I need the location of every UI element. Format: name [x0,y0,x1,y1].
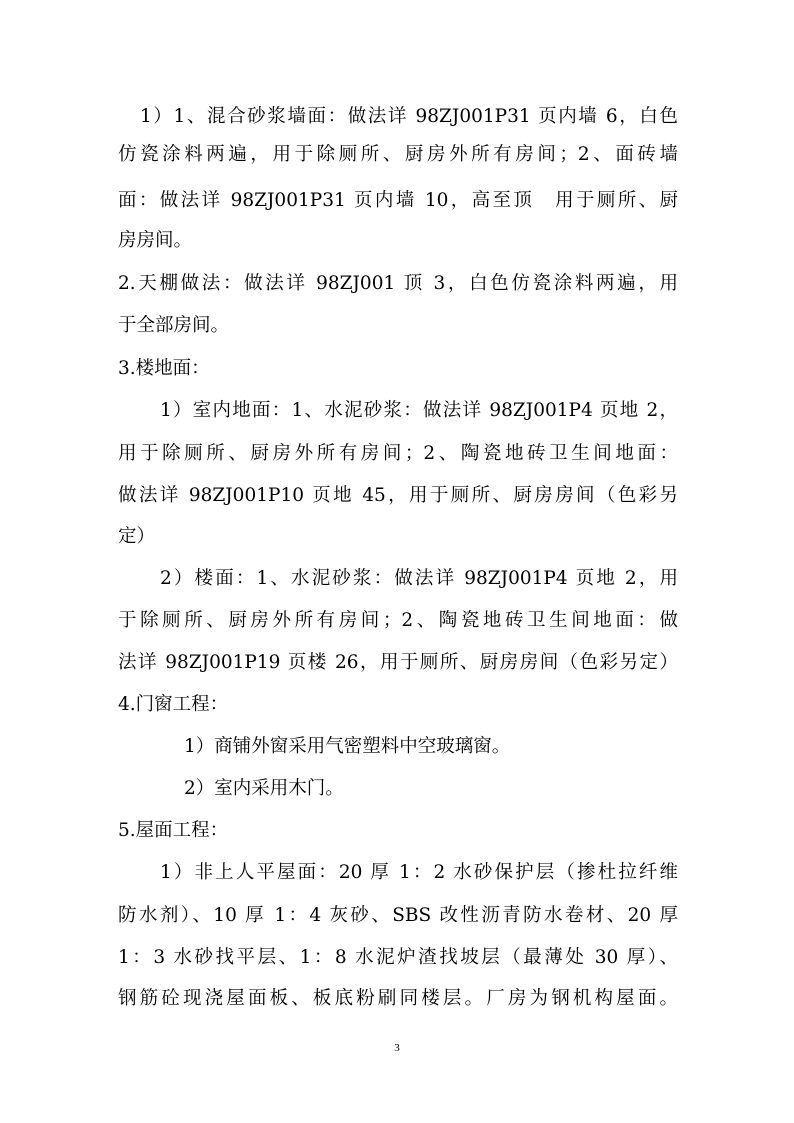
text-line: 房房间。 [118,230,193,251]
text-line: 做法详 98ZJ001P10 页地 45，用于厕所、厨房房间（色彩另 [118,485,678,506]
text-line: 定） [118,526,156,547]
text-line: 1：3 水砂找平层、1：8 水泥炉渣找坡层（最薄处 30 厚）、 [118,947,678,968]
text-line: 2）室内采用木门。 [184,778,344,799]
text-line: 2.天棚做法：做法详 98ZJ001 顶 3，白色仿瓷涂料两遍，用 [118,273,678,294]
section-heading: 4.门窗工程： [118,694,229,715]
text-line: 面：做法详 98ZJ001P31 页内墙 10，高至顶 用于厕所、厨 [118,190,678,211]
text-line: 仿瓷涂料两遍，用于除厕所、厨房外所有房间；2、面砖墙 [118,144,678,165]
text-line: 法详 98ZJ001P19 页楼 26，用于厕所、厨房房间（色彩另定） [118,652,678,673]
text-line: 于除厕所、厨房外所有房间；2、陶瓷地砖卫生间地面：做 [118,610,678,631]
text-line: 于全部房间。 [118,315,230,336]
text-line: 1）室内地面：1、水泥砂浆：做法详 98ZJ001P4 页地 2， [160,400,678,421]
text-line: 1）1、混合砂浆墙面：做法详 98ZJ001P31 页内墙 6，白色 [140,106,678,127]
text-line: 防水剂）、10 厚 1：4 灰砂、SBS 改性沥青防水卷材、20 厚 [118,905,678,926]
text-line: 钢筋砼现浇屋面板、板底粉刷同楼层。厂房为钢机构屋面。 [118,988,678,1009]
section-heading: 5.屋面工程： [118,820,229,841]
text-line: 2）楼面：1、水泥砂浆：做法详 98ZJ001P4 页地 2，用 [160,568,678,589]
section-heading: 3.楼地面： [118,358,210,379]
text-line: 1）非上人平屋面：20 厚 1：2 水砂保护层（掺杜拉纤维 [160,862,678,883]
text-line: 1）商铺外窗采用气密塑料中空玻璃窗。 [184,736,511,757]
text-line: 用于除厕所、厨房外所有房间；2、陶瓷地砖卫生间地面： [118,443,678,464]
page-number: 3 [394,1042,400,1054]
